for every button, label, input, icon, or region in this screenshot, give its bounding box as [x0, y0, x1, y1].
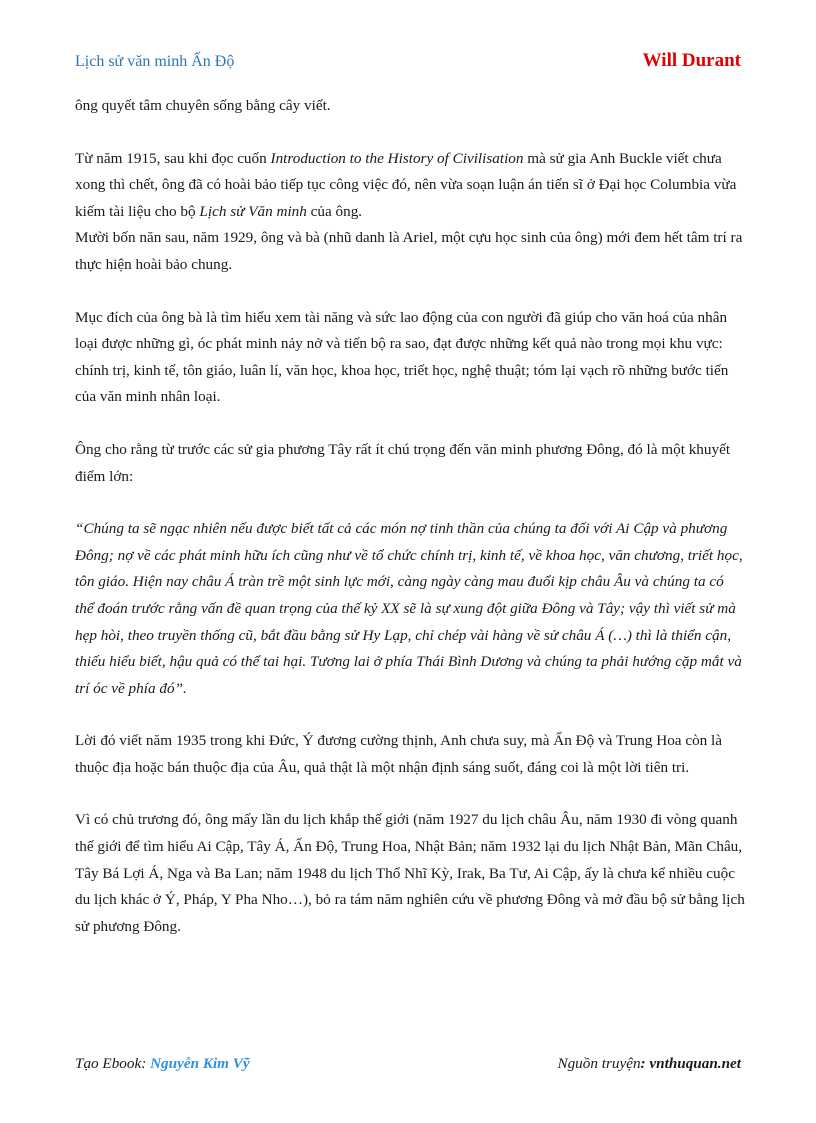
paragraph-gap: [75, 781, 745, 807]
page-footer: [75, 1055, 741, 1077]
source-credit: [557, 1055, 741, 1073]
page-body: [75, 93, 745, 940]
author-name: Will Durant: [642, 50, 741, 71]
book-title-buckle: Introduction to the History of Civilisation: [270, 149, 524, 167]
paragraph-gap: [75, 411, 745, 437]
page-header: [75, 50, 741, 74]
ebook-creator-name: Nguyễn Kim Vỹ: [150, 1055, 250, 1072]
paragraph-1929: Mười bốn năn sau, năm 1929, ông và bà (nhũ danh là Ariel, một cựu học sinh của ông) mới đem hết tâm trí ra thực hiện hoài bảo chung.: [75, 229, 743, 273]
paragraph-purpose: Mục đích của ông bà là tìm hiểu xem tài năng và sức lao động của con người đã giúp cho văn hoá của nhân loại được những gì, óc phát minh nảy nở và tiến bộ ra sao, đạt được những kết quả nào trong mọi khu vực: chính trị, kinh tế, tôn giáo, luân lí, văn học, khoa học, triết học, nghệ thuật; tóm lại vạch rõ những bước tiến của văn minh nhân loại.: [75, 308, 729, 406]
block-quote: “Chúng ta sẽ ngạc nhiên nếu được biết tất cả các món nợ tinh thần của chúng ta đối với Ai Cập và phương Đông; nợ về các phát minh hữu ích cũng như về tổ chức chính trị, kinh tế, về khoa học, văn chương, triết học, tôn giáo. Hiện nay châu Á tràn trề một sinh lực mới, càng ngày càng mau đuổi kịp châu Âu và chúng ta có thể đoán trước rằng vấn đề quan trọng của thế kỷ XX sẽ là sự xung đột giữa Đông và Tây; vậy thì viết sử mà hẹp hòi, theo truyền thống cũ, bắt đầu bằng sử Hy Lạp, chỉ chép vài hàng về sử châu Á (…) thì là thiển cận, thiếu hiểu biết, hậu quả có thể tai hại. Tương lai ở phía Thái Bình Dương và chúng ta phải hướng cặp mắt và trí óc về phía đó”.: [75, 520, 743, 697]
paragraph-1915: [75, 146, 745, 226]
separator: :: [141, 1055, 151, 1072]
source-label: Nguồn truyện: [557, 1055, 641, 1072]
paragraph-opinion: Ông cho rằng từ trước các sử gia phương Tây rất ít chú trọng đến văn minh phương Đông, đó là một khuyết điểm lớn:: [75, 440, 731, 485]
paragraph-gap: [75, 279, 745, 305]
text-run: mà sử gia Anh Buckle viết chưa xong thì chết, ông đã có hoài bảo tiếp tục công việc đó, nên vừa soạn luận án tiến sĩ ở Đại học Columbia vừa kiếm tài liệu cho bộ: [75, 149, 737, 220]
book-title: Lịch sử văn minh Ấn Độ: [75, 53, 235, 70]
ebook-credit: [75, 1055, 250, 1073]
source-site: vnthuquan.net: [649, 1055, 741, 1072]
separator: :: [640, 1055, 650, 1072]
paragraph-travels: Vì có chủ trương đó, ông mấy lần du lịch khắp thế giới (năm 1927 du lịch châu Âu, năm 1930 đi vòng quanh thế giới để tìm hiểu Ai Cập, Tây Á, Ấn Độ, Trung Hoa, Nhật Bản; năm 1932 lại du lịch Nhật Bản, Mãn Châu, Tây Bá Lợi Á, Nga và Ba Lan; năm 1948 du lịch Thổ Nhĩ Kỳ, Irak, Ba Tư, Ai Cập, ấy là chưa kể nhiều cuộc du lịch khác ở Ý, Pháp, Y Pha Nho…), bỏ ra tám năm nghiên cứu về phương Đông và mở đầu bộ sử bằng lịch sử phương Đông.: [75, 811, 745, 935]
ebook-label: Tạo Ebook: [75, 1055, 142, 1072]
paragraph-1935: Lời đó viết năm 1935 trong khi Đức, Ý đương cường thịnh, Anh chưa suy, mà Ấn Độ và Trung Hoa còn là thuộc địa hoặc bán thuộc địa của Âu, quả thật là một nhận định sáng suốt, đáng coi là một lời tiên tri.: [75, 732, 723, 776]
paragraph-gap: [75, 490, 745, 516]
text-run: Từ năm 1915, sau khi đọc cuốn: [75, 149, 271, 167]
book-title-civilization: Lịch sử Văn minh: [199, 202, 307, 220]
text-run: của ông.: [306, 202, 363, 220]
paragraph-continuation: ông quyết tâm chuyên sống bằng cây viết.: [75, 97, 331, 114]
paragraph-gap: [75, 120, 745, 146]
paragraph-gap: [75, 702, 745, 728]
